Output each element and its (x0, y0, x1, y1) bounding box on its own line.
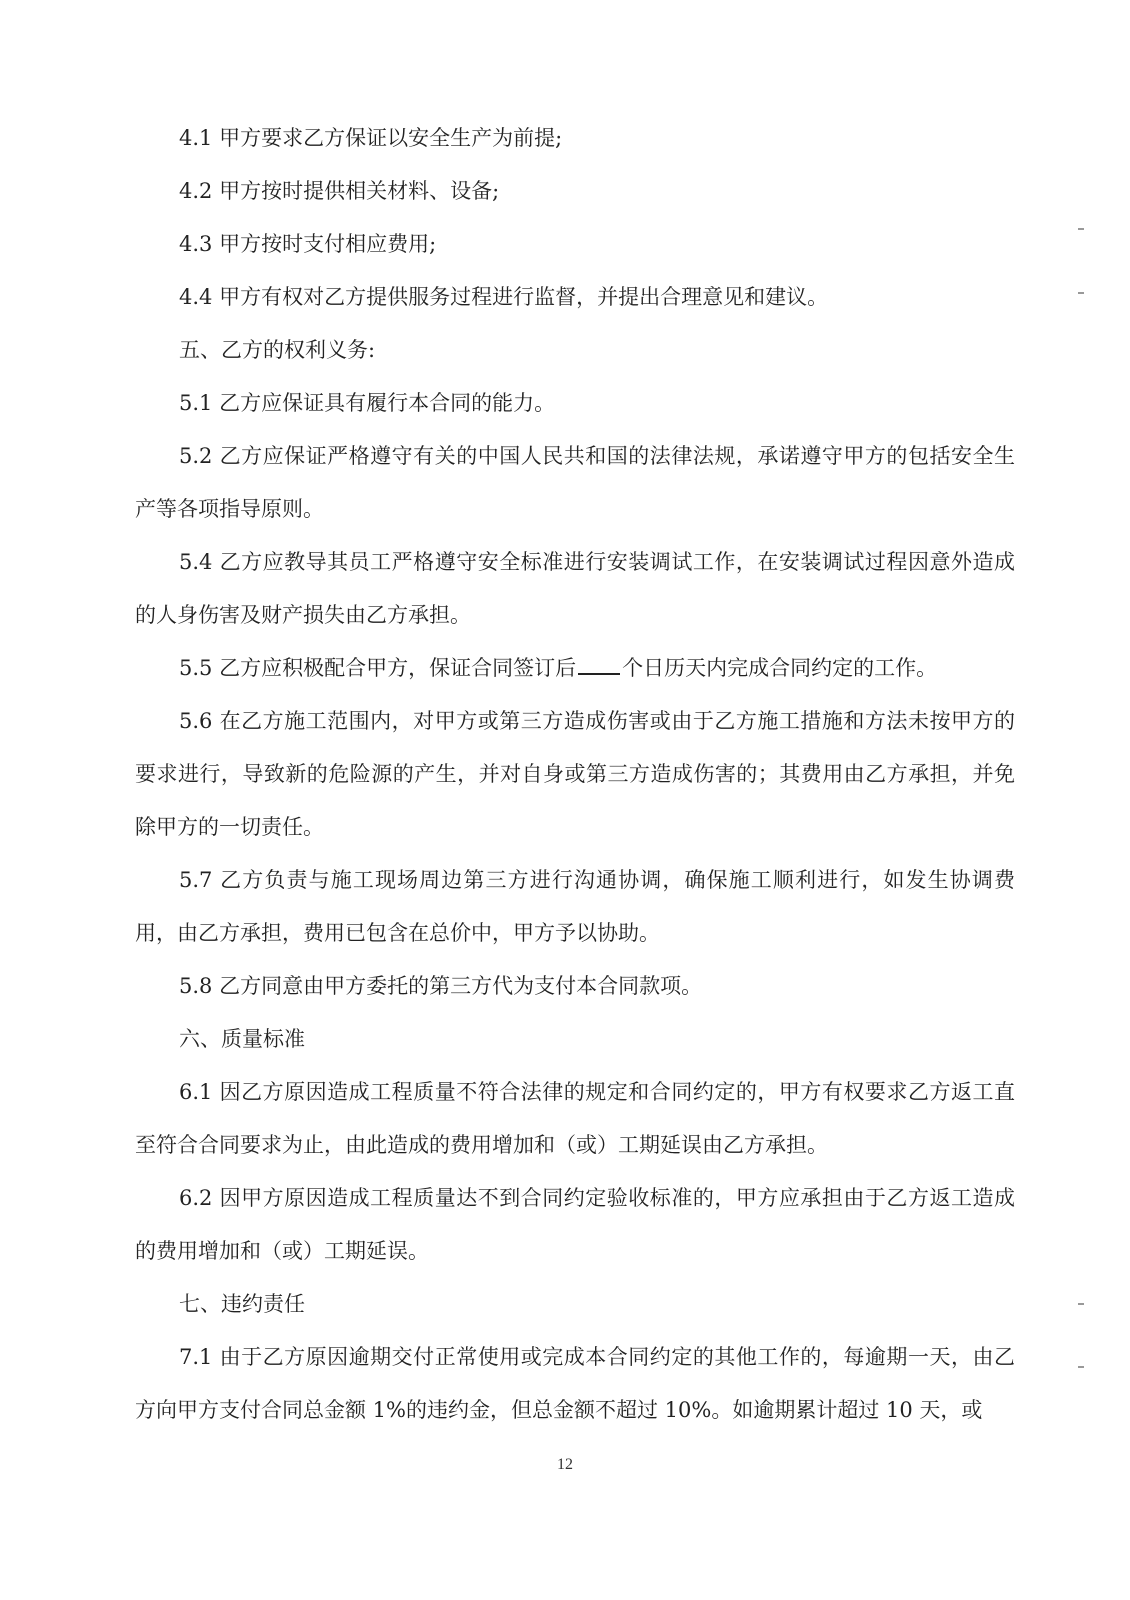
scan-artifact (1078, 292, 1084, 294)
clause-5-5-after-blank: 个日历天内完成合同约定的工作。 (622, 656, 938, 680)
clause-4-2: 4.2 甲方按时提供相关材料、设备; (179, 179, 500, 203)
clause-4-3: 4.3 甲方按时支付相应费用; (179, 232, 437, 256)
scan-artifact (1078, 1303, 1084, 1305)
clause-4-4: 4.4 甲方有权对乙方提供服务过程进行监督，并提出合理意见和建议。 (179, 285, 829, 309)
clause-6-1: 6.1 因乙方原因造成工程质量不符合法律的规定和合同约定的，甲方有权要求乙方返工直至符合合同要求为止，由此造成的费用增加和（或）工期延误由乙方承担。 (135, 1080, 1015, 1157)
clause-5-6: 5.6 在乙方施工范围内，对甲方或第三方造成伤害或由于乙方施工措施和方法未按甲方的要求进行，导致新的危险源的产生，并对自身或第三方造成伤害的；其费用由乙方承担，并免除甲方的一切责任。 (135, 709, 1015, 839)
scan-artifact (1078, 228, 1084, 230)
clause-5-5-before-blank: 5.5 乙方应积极配合甲方，保证合同签订后 (179, 656, 577, 680)
clause-5-5 (135, 642, 1015, 695)
scan-artifact (1078, 1366, 1084, 1368)
document-body (135, 112, 1015, 1437)
clause-5-4: 5.4 乙方应教导其员工严格遵守安全标准进行安装调试工作，在安装调试过程因意外造成的人身伤害及财产损失由乙方承担。 (135, 550, 1015, 627)
fill-in-blank (578, 655, 620, 675)
clause-5-8: 5.8 乙方同意由甲方委托的第三方代为支付本合同款项。 (179, 974, 703, 998)
clause-5-7: 5.7 乙方负责与施工现场周边第三方进行沟通协调，确保施工顺利进行，如发生协调费用，由乙方承担，费用已包含在总价中，甲方予以协助。 (135, 868, 1015, 945)
section-heading-6: 六、质量标准 (179, 1027, 305, 1051)
clause-7-1: 7.1 由于乙方原因逾期交付正常使用或完成本合同约定的其他工作的，每逾期一天，由乙方向甲方支付合同总金额 1%的违约金，但总金额不超过 10%。如逾期累计超过 10 天，或 (135, 1345, 1015, 1422)
clause-5-2: 5.2 乙方应保证严格遵守有关的中国人民共和国的法律法规，承诺遵守甲方的包括安全生产等各项指导原则。 (135, 444, 1015, 521)
clause-6-2: 6.2 因甲方原因造成工程质量达不到合同约定验收标准的，甲方应承担由于乙方返工造成的费用增加和（或）工期延误。 (135, 1186, 1015, 1263)
clause-5-1: 5.1 乙方应保证具有履行本合同的能力。 (179, 391, 556, 415)
clause-4-1: 4.1 甲方要求乙方保证以安全生产为前提; (179, 126, 563, 150)
section-heading-7: 七、违约责任 (179, 1292, 305, 1316)
section-heading-5: 五、乙方的权利义务: (179, 338, 376, 362)
page-number: 12 (557, 1456, 573, 1473)
